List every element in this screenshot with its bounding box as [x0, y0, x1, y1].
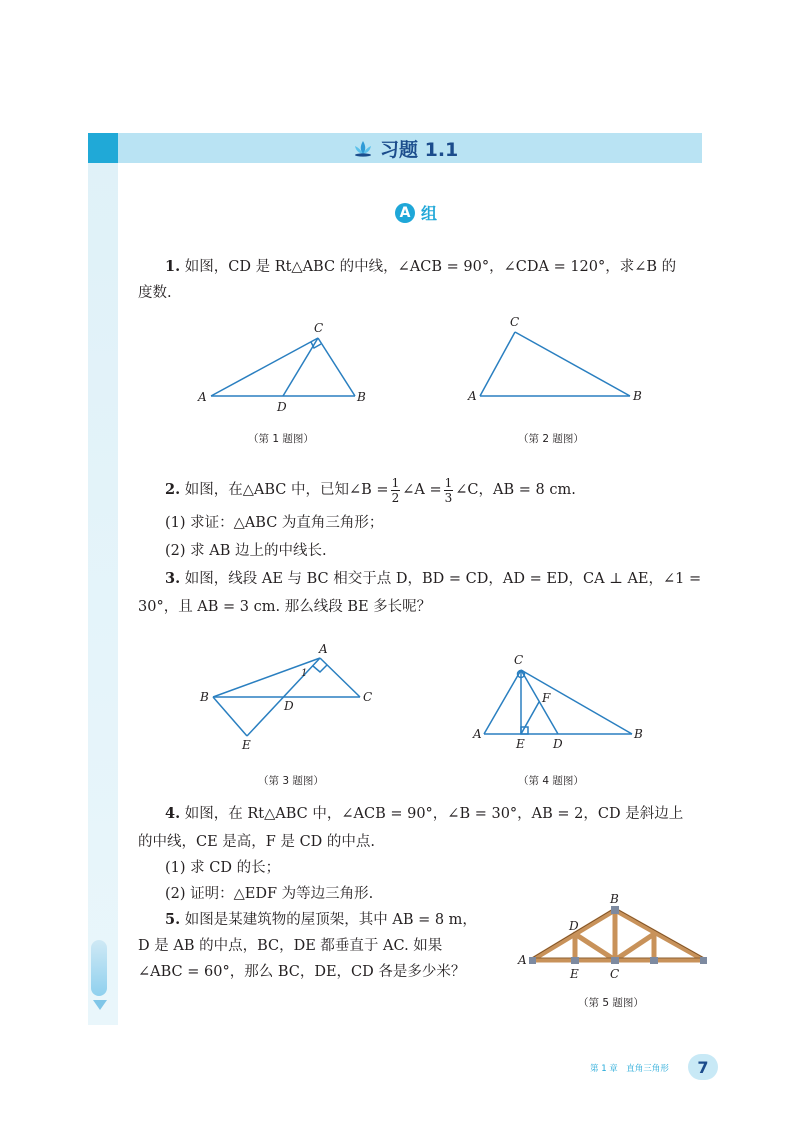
label-c: C: [514, 653, 524, 667]
side-strip: [88, 133, 118, 1025]
figure-4: [466, 650, 656, 755]
brace-right: [615, 934, 654, 960]
problem-4-sub2: (2) 证明：△EDF 为等边三角形.: [165, 886, 374, 902]
problem-2-sub2: (2) 求 AB 边上的中线长.: [165, 543, 327, 559]
label-e: E: [516, 737, 525, 751]
joint-c: [611, 957, 619, 964]
problem-4-line1: [165, 803, 683, 825]
problem-4-sub1: (1) 求 CD 的长；: [165, 860, 281, 876]
fraction-half: $\frac{1}{2}$: [391, 475, 400, 505]
figure-3-caption: （第 3 题图）: [258, 775, 324, 787]
label-c: C: [510, 315, 520, 329]
group-label: 组: [421, 204, 438, 223]
right-angle-mark: [313, 665, 327, 672]
problem-text-mid: ∠A =: [402, 482, 442, 498]
header-square: [88, 133, 118, 163]
group-badge: A: [395, 203, 415, 223]
joint-e: [571, 957, 579, 964]
brace-left: [575, 934, 615, 960]
problem-number: 3.: [165, 570, 181, 587]
problem-number: 4.: [165, 805, 181, 822]
label-d: D: [569, 919, 579, 933]
problem-3-line1: [165, 568, 701, 590]
problem-number: 1.: [165, 258, 181, 275]
joint-end: [700, 957, 707, 964]
figure-5: [512, 892, 710, 984]
label-a: A: [473, 727, 482, 741]
problem-5-line1: [165, 909, 477, 931]
label-e: E: [242, 738, 251, 752]
segment-ca: [320, 658, 360, 697]
problem-2-line1: [165, 475, 576, 505]
figure-5-caption: （第 5 题图）: [578, 997, 644, 1009]
joint-a: [529, 957, 536, 964]
problem-number: 2.: [165, 481, 181, 498]
segment-ac: [484, 670, 521, 734]
segment-ac: [480, 332, 515, 396]
label-a: A: [198, 390, 207, 404]
problem-3-line2: 30°，且 AB = 3 cm. 那么线段 BE 多长呢？: [138, 599, 432, 615]
label-b: B: [200, 690, 209, 704]
figure-1-caption: （第 1 题图）: [248, 433, 314, 445]
segment-bc: [515, 332, 630, 396]
problem-text: 如图，在 Rt△ABC 中，∠ACB = 90°，∠B = 30°，AB = 2，CD 是斜边上: [184, 806, 684, 822]
problem-text: 如图是某建筑物的屋顶架，其中 AB = 8 m，: [184, 912, 477, 928]
label-a: A: [319, 642, 328, 656]
label-c: C: [314, 321, 324, 335]
label-d: D: [284, 699, 294, 713]
segment-ac: [211, 338, 318, 396]
page-title: [352, 133, 458, 163]
label-a: A: [468, 389, 477, 403]
segment-bc: [318, 338, 355, 396]
label-c: C: [363, 690, 373, 704]
problem-4-line2: 的中线，CE 是高，F 是 CD 的中点.: [138, 834, 376, 850]
label-b: B: [634, 727, 643, 741]
label-d: D: [277, 400, 287, 414]
scroll-down-icon[interactable]: [93, 1000, 107, 1010]
label-b: B: [610, 892, 619, 906]
problem-text: 如图，线段 AE 与 BC 相交于点 D，BD = CD，AD = ED，CA ⊥ AE，∠1 =: [184, 571, 702, 587]
problem-text: 如图，CD 是 Rt△ABC 的中线，∠ACB = 90°，∠CDA = 120°，求∠B 的: [184, 259, 677, 275]
title-text: 习题 1.1: [380, 138, 459, 161]
problem-number: 5.: [165, 911, 181, 928]
problem-2-sub1: (1) 求证：△ABC 为直角三角形；: [165, 515, 384, 531]
figure-4-caption: （第 4 题图）: [518, 775, 584, 787]
problem-5-line3: ∠ABC = 60°，那么 BC，DE，CD 各是多少米？: [138, 964, 466, 980]
group-heading: [395, 201, 437, 224]
figure-3: [195, 640, 385, 755]
scroll-thumb[interactable]: [91, 940, 107, 996]
label-c: C: [610, 967, 620, 981]
segment-bc: [521, 670, 632, 734]
problem-1-line1: [165, 256, 676, 278]
label-angle-1: 1: [301, 668, 308, 679]
label-f: F: [542, 691, 551, 705]
label-e: E: [570, 967, 579, 981]
figure-1: [195, 318, 380, 418]
label-b: B: [633, 389, 642, 403]
joint-b: [611, 906, 619, 914]
problem-text-pre: 如图，在△ABC 中，已知∠B =: [184, 482, 389, 498]
segment-ef: [521, 702, 539, 734]
label-b: B: [357, 390, 366, 404]
joint-right: [650, 957, 658, 964]
lotus-icon: [352, 139, 374, 157]
segment-be: [213, 697, 247, 736]
problem-1-line2: 度数.: [138, 285, 172, 301]
label-d: D: [553, 737, 563, 751]
problem-5-line2: D 是 AB 的中点，BC，DE 都垂直于 AC. 如果: [138, 938, 443, 954]
label-a: A: [518, 953, 527, 967]
page-number: 7: [688, 1054, 718, 1080]
chapter-footer: 第 1 章 直角三角形: [590, 1064, 669, 1074]
fraction-third: $\frac{1}{3}$: [444, 475, 453, 505]
figure-2-caption: （第 2 题图）: [518, 433, 584, 445]
figure-2: [460, 312, 650, 412]
problem-text-post: ∠C，AB = 8 cm.: [455, 482, 576, 498]
